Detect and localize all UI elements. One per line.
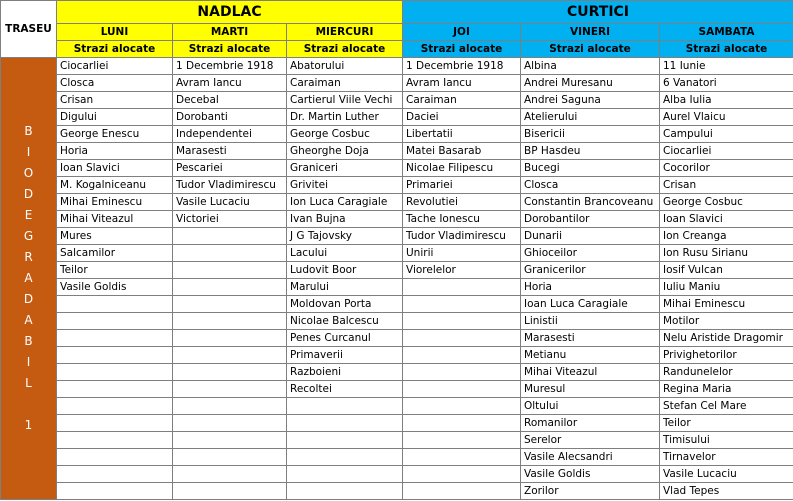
street-cell-miercuri: Dr. Martin Luther: [287, 109, 403, 126]
street-cell-luni: Salcamilor: [57, 245, 173, 262]
route-letter: D: [23, 187, 34, 201]
street-cell-luni: [57, 364, 173, 381]
street-cell-vineri: Atelierului: [521, 109, 660, 126]
street-cell-joi: [403, 398, 521, 415]
street-cell-sambata: Vlad Tepes: [660, 483, 793, 500]
street-cell-miercuri: Nicolae Balcescu: [287, 313, 403, 330]
street-cell-miercuri: Moldovan Porta: [287, 296, 403, 313]
street-cell-joi: Avram Iancu: [403, 75, 521, 92]
street-cell-marti: [173, 381, 287, 398]
street-cell-vineri: Marasesti: [521, 330, 660, 347]
street-cell-miercuri: Ludovit Boor: [287, 262, 403, 279]
day-header-luni: LUNI: [57, 24, 173, 41]
street-cell-joi: Caraiman: [403, 92, 521, 109]
street-cell-vineri: Vasile Alecsandri: [521, 449, 660, 466]
street-cell-luni: Vasile Goldis: [57, 279, 173, 296]
table-row: [1, 228, 793, 245]
street-cell-sambata: Iosif Vulcan: [660, 262, 793, 279]
table-row: [1, 143, 793, 160]
table-row: [1, 398, 793, 415]
street-cell-vineri: Andrei Muresanu: [521, 75, 660, 92]
street-cell-luni: [57, 330, 173, 347]
street-cell-sambata: Vasile Lucaciu: [660, 466, 793, 483]
street-cell-marti: [173, 330, 287, 347]
street-cell-joi: [403, 449, 521, 466]
street-cell-miercuri: [287, 483, 403, 500]
street-cell-sambata: Randunelelor: [660, 364, 793, 381]
table-row: [1, 92, 793, 109]
street-cell-vineri: Bisericii: [521, 126, 660, 143]
route-letter: A: [24, 313, 33, 327]
street-cell-miercuri: [287, 449, 403, 466]
street-cell-miercuri: Primaverii: [287, 347, 403, 364]
street-cell-miercuri: Penes Curcanul: [287, 330, 403, 347]
street-cell-joi: Nicolae Filipescu: [403, 160, 521, 177]
table-row: [1, 211, 793, 228]
street-cell-vineri: Andrei Saguna: [521, 92, 660, 109]
street-cell-sambata: Campului: [660, 126, 793, 143]
street-cell-marti: Vasile Lucaciu: [173, 194, 287, 211]
street-cell-joi: [403, 347, 521, 364]
table-row: [1, 313, 793, 330]
city-nadlac-header: NADLAC: [57, 1, 403, 24]
street-cell-vineri: Constantin Brancoveanu: [521, 194, 660, 211]
street-cell-luni: [57, 415, 173, 432]
street-cell-vineri: Granicerilor: [521, 262, 660, 279]
street-cell-luni: Teilor: [57, 262, 173, 279]
street-cell-luni: [57, 449, 173, 466]
street-cell-joi: Revolutiei: [403, 194, 521, 211]
route-letter: B: [24, 334, 33, 348]
street-cell-joi: [403, 313, 521, 330]
street-cell-miercuri: Cartierul Viile Vechi: [287, 92, 403, 109]
table-row: [1, 347, 793, 364]
street-cell-miercuri: Grivitei: [287, 177, 403, 194]
allocated-streets-label: Strazi alocate: [660, 41, 793, 58]
table-row: [1, 262, 793, 279]
allocated-streets-label: Strazi alocate: [57, 41, 173, 58]
street-cell-marti: [173, 398, 287, 415]
street-cell-vineri: Oltului: [521, 398, 660, 415]
table-row: [1, 194, 793, 211]
street-cell-marti: [173, 347, 287, 364]
street-cell-luni: [57, 313, 173, 330]
day-header-miercuri: MIERCURI: [287, 24, 403, 41]
street-cell-sambata: Stefan Cel Mare: [660, 398, 793, 415]
allocated-streets-label: Strazi alocate: [403, 41, 521, 58]
street-cell-luni: Ioan Slavici: [57, 160, 173, 177]
street-cell-marti: [173, 449, 287, 466]
street-cell-joi: Primariei: [403, 177, 521, 194]
street-cell-sambata: Nelu Aristide Dragomir: [660, 330, 793, 347]
street-cell-marti: Avram Iancu: [173, 75, 287, 92]
day-header-joi: JOI: [403, 24, 521, 41]
street-cell-vineri: Romanilor: [521, 415, 660, 432]
table-row: [1, 415, 793, 432]
street-cell-sambata: Tirnavelor: [660, 449, 793, 466]
street-cell-luni: [57, 398, 173, 415]
street-cell-joi: Libertatii: [403, 126, 521, 143]
street-cell-miercuri: Graniceri: [287, 160, 403, 177]
street-cell-joi: [403, 364, 521, 381]
table-row: [1, 483, 793, 500]
street-cell-miercuri: [287, 398, 403, 415]
street-cell-marti: Tudor Vladimirescu: [173, 177, 287, 194]
street-cell-vineri: Dunarii: [521, 228, 660, 245]
street-cell-joi: [403, 330, 521, 347]
route-letter: [1, 394, 56, 415]
street-cell-miercuri: [287, 466, 403, 483]
street-cell-luni: Horia: [57, 143, 173, 160]
street-cell-vineri: Closca: [521, 177, 660, 194]
street-cell-marti: [173, 466, 287, 483]
street-cell-joi: Viorelelor: [403, 262, 521, 279]
street-cell-marti: [173, 296, 287, 313]
street-cell-sambata: Ion Rusu Sirianu: [660, 245, 793, 262]
street-cell-sambata: Motilor: [660, 313, 793, 330]
table-row: [1, 58, 793, 75]
allocated-streets-label: Strazi alocate: [173, 41, 287, 58]
street-cell-luni: [57, 466, 173, 483]
street-cell-vineri: Dorobantilor: [521, 211, 660, 228]
street-cell-vineri: Horia: [521, 279, 660, 296]
route-letter: D: [23, 292, 34, 306]
allocated-streets-label: Strazi alocate: [521, 41, 660, 58]
street-cell-sambata: 6 Vanatori: [660, 75, 793, 92]
street-cell-luni: [57, 432, 173, 449]
street-cell-luni: [57, 347, 173, 364]
street-cell-sambata: George Cosbuc: [660, 194, 793, 211]
table-row: [1, 177, 793, 194]
street-cell-marti: Marasesti: [173, 143, 287, 160]
street-cell-luni: Digului: [57, 109, 173, 126]
street-cell-miercuri: [287, 415, 403, 432]
route-letter: R: [24, 250, 33, 264]
street-cell-marti: 1 Decembrie 1918: [173, 58, 287, 75]
city-curtici-header: CURTICI: [403, 1, 793, 24]
street-cell-joi: Tudor Vladimirescu: [403, 228, 521, 245]
street-cell-luni: [57, 483, 173, 500]
day-header-vineri: VINERI: [521, 24, 660, 41]
route-letter: G: [23, 229, 34, 243]
street-cell-miercuri: Razboieni: [287, 364, 403, 381]
route-letter: I: [26, 145, 31, 159]
street-cell-vineri: Serelor: [521, 432, 660, 449]
street-cell-sambata: Cocorilor: [660, 160, 793, 177]
street-cell-marti: [173, 262, 287, 279]
street-cell-sambata: Ion Creanga: [660, 228, 793, 245]
street-cell-luni: [57, 296, 173, 313]
street-cell-luni: Closca: [57, 75, 173, 92]
street-cell-vineri: Bucegi: [521, 160, 660, 177]
street-cell-joi: [403, 483, 521, 500]
street-cell-vineri: Ioan Luca Caragiale: [521, 296, 660, 313]
street-cell-marti: [173, 245, 287, 262]
allocated-streets-label: Strazi alocate: [287, 41, 403, 58]
street-cell-miercuri: Caraiman: [287, 75, 403, 92]
street-cell-marti: [173, 313, 287, 330]
street-cell-sambata: Privighetorilor: [660, 347, 793, 364]
street-cell-joi: Matei Basarab: [403, 143, 521, 160]
street-cell-vineri: Muresul: [521, 381, 660, 398]
table-row: [1, 109, 793, 126]
street-cell-miercuri: Lacului: [287, 245, 403, 262]
street-cell-joi: [403, 466, 521, 483]
table-row: [1, 75, 793, 92]
street-cell-luni: Mihai Eminescu: [57, 194, 173, 211]
street-cell-vineri: Vasile Goldis: [521, 466, 660, 483]
route-letter: A: [24, 271, 33, 285]
route-letter: I: [26, 355, 31, 369]
street-cell-sambata: Teilor: [660, 415, 793, 432]
street-cell-miercuri: George Cosbuc: [287, 126, 403, 143]
street-cell-marti: [173, 415, 287, 432]
table-row: [1, 126, 793, 143]
street-cell-joi: [403, 415, 521, 432]
street-cell-joi: [403, 296, 521, 313]
street-cell-marti: [173, 364, 287, 381]
route-letter: O: [23, 166, 34, 180]
street-cell-marti: Independentei: [173, 126, 287, 143]
street-cell-luni: Crisan: [57, 92, 173, 109]
street-cell-sambata: Timisului: [660, 432, 793, 449]
street-cell-marti: [173, 483, 287, 500]
street-cell-sambata: Aurel Vlaicu: [660, 109, 793, 126]
street-cell-sambata: Ciocarliei: [660, 143, 793, 160]
street-cell-miercuri: Abatorului: [287, 58, 403, 75]
street-cell-sambata: Crisan: [660, 177, 793, 194]
table-row: [1, 466, 793, 483]
street-cell-sambata: Regina Maria: [660, 381, 793, 398]
street-cell-sambata: Mihai Eminescu: [660, 296, 793, 313]
street-cell-luni: Mihai Viteazul: [57, 211, 173, 228]
street-cell-vineri: Albina: [521, 58, 660, 75]
route-letter: E: [24, 208, 33, 222]
day-header-sambata: SAMBATA: [660, 24, 793, 41]
street-cell-sambata: Ioan Slavici: [660, 211, 793, 228]
route-letter: 1: [24, 418, 33, 432]
street-cell-sambata: 11 Iunie: [660, 58, 793, 75]
street-cell-vineri: Zorilor: [521, 483, 660, 500]
street-cell-joi: [403, 279, 521, 296]
day-header-marti: MARTI: [173, 24, 287, 41]
street-cell-sambata: Alba Iulia: [660, 92, 793, 109]
street-cell-marti: [173, 279, 287, 296]
table-row: [1, 160, 793, 177]
street-cell-vineri: Linistii: [521, 313, 660, 330]
street-cell-miercuri: [287, 432, 403, 449]
street-cell-joi: [403, 381, 521, 398]
table-row: [1, 245, 793, 262]
route-letter: B: [24, 124, 33, 138]
table-row: [1, 364, 793, 381]
trasec-header: TRASEU: [1, 1, 57, 58]
street-cell-miercuri: Recoltei: [287, 381, 403, 398]
table-row: [1, 449, 793, 466]
street-cell-luni: George Enescu: [57, 126, 173, 143]
street-cell-joi: Daciei: [403, 109, 521, 126]
table-row: [1, 432, 793, 449]
street-cell-sambata: Iuliu Maniu: [660, 279, 793, 296]
street-cell-marti: Victoriei: [173, 211, 287, 228]
street-cell-marti: [173, 228, 287, 245]
street-cell-marti: [173, 432, 287, 449]
street-cell-marti: Decebal: [173, 92, 287, 109]
table-row: [1, 330, 793, 347]
street-cell-miercuri: Gheorghe Doja: [287, 143, 403, 160]
street-cell-luni: M. Kogalniceanu: [57, 177, 173, 194]
street-cell-miercuri: J G Tajovsky: [287, 228, 403, 245]
table-row: [1, 381, 793, 398]
street-cell-vineri: Mihai Viteazul: [521, 364, 660, 381]
street-cell-vineri: Ghioceilor: [521, 245, 660, 262]
route-label: [1, 58, 57, 500]
street-cell-miercuri: Ion Luca Caragiale: [287, 194, 403, 211]
route-letter: L: [25, 376, 32, 390]
street-cell-joi: [403, 432, 521, 449]
table-row: [1, 279, 793, 296]
street-cell-vineri: Metianu: [521, 347, 660, 364]
table-row: [1, 296, 793, 313]
street-cell-luni: [57, 381, 173, 398]
street-cell-joi: Unirii: [403, 245, 521, 262]
street-cell-vineri: BP Hasdeu: [521, 143, 660, 160]
street-cell-joi: Tache Ionescu: [403, 211, 521, 228]
street-cell-luni: Mures: [57, 228, 173, 245]
street-cell-marti: Pescariei: [173, 160, 287, 177]
street-cell-luni: Ciocarliei: [57, 58, 173, 75]
street-cell-joi: 1 Decembrie 1918: [403, 58, 521, 75]
street-cell-marti: Dorobanti: [173, 109, 287, 126]
street-cell-miercuri: Ivan Bujna: [287, 211, 403, 228]
street-cell-miercuri: Marului: [287, 279, 403, 296]
